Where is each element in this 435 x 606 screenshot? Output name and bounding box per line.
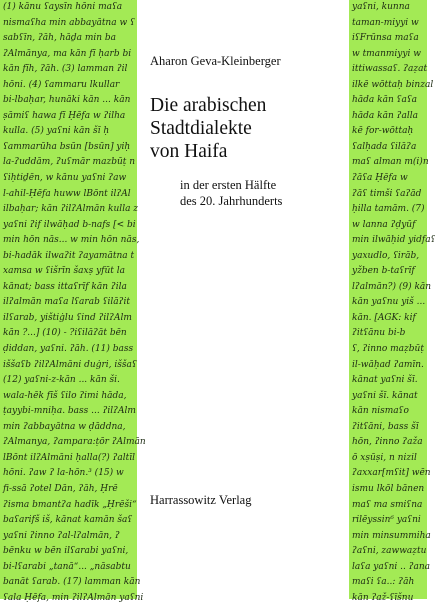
transcription-line: laʕa yaʕni .. ʔana bbox=[352, 561, 431, 572]
transcription-line: yaʕni ʔif ilwāḥad b-nafs [< bi bbox=[3, 219, 136, 230]
transcription-line: kān ?...] (10) - ?iʕilāʔāt bēn bbox=[3, 328, 127, 339]
transcription-line: maʕ ma smiʕna bbox=[352, 499, 423, 510]
transcription-line: wala-hēk fīš ʕilo ʔimi hāda, bbox=[3, 390, 127, 401]
transcription-line: ʕ, ʔinno maẓbūṭ bbox=[352, 344, 424, 355]
transcription-line: la-ʔuddām, ʔuʕmār mazbūṭ n bbox=[3, 157, 136, 168]
transcription-line: ilkē wōttaḥ binzal bbox=[352, 79, 434, 90]
transcription-line: ilʕarab, yištiġlu ʕind ʔilʔAlm bbox=[3, 312, 132, 323]
transcription-line: ḥilla tamām. (7) bbox=[352, 204, 425, 215]
transcription-line: ʔitʕānu bi-b bbox=[352, 328, 406, 339]
transcription-line: iššaʕb ʔilʔAlmāni duġri, iššaʕ bbox=[3, 359, 137, 370]
transcription-line: maʕi ʕa..: ʔāh bbox=[352, 577, 415, 588]
title-line-3: von Haifa bbox=[150, 141, 228, 162]
transcription-line: kān yaʕnu yiš ... bbox=[352, 297, 426, 308]
left-text-strip bbox=[0, 0, 146, 603]
transcription-line: ʔaxxar[mʕit] wēn bbox=[352, 468, 431, 479]
transcription-line: kān. [AGK: kif bbox=[352, 312, 416, 323]
subtitle-line-2: des 20. Jahrhunderts bbox=[180, 194, 283, 208]
transcription-line: ṣāmiʕ hawa fī Ḥēfa w ʔilha bbox=[3, 110, 126, 121]
transcription-line: ḍiddan, yaʕni. ʔāh. (11) bass bbox=[3, 344, 134, 355]
transcription-line: kānat; bass ittaʕrīf kān ʔila bbox=[3, 281, 127, 292]
transcription-line: ilʔalmān maʕa lʕarab ʕilāʔit bbox=[3, 297, 130, 308]
transcription-line: baʕarifš iš, kānat kamān šaʕ bbox=[3, 515, 133, 526]
transcription-line: ō xṣūṣi, n nizil bbox=[352, 452, 417, 463]
book-title bbox=[150, 94, 345, 163]
transcription-line: yaʕni ʔinno ʔal-lʔalmān, ʔ bbox=[3, 530, 120, 541]
title-line-2: Stadtdialekte bbox=[150, 118, 252, 139]
transcription-line: (12) yaʕni-z-kān ... kān ši. bbox=[3, 375, 120, 386]
transcription-line: ʔAlmanya, ʔampara:ṭōr ʔAlmān bbox=[3, 437, 146, 448]
transcription-line: kānat yaʕni šī. bbox=[352, 375, 418, 386]
right-text-strip bbox=[349, 0, 435, 603]
subtitle-line-1: in der ersten Hälfte bbox=[180, 178, 277, 192]
transcription-line: banāt ʕarab. (17) lamman kān bbox=[3, 577, 141, 588]
transcription-line: hōni. ʔaw ʔ la-hōn.³ (15) w bbox=[3, 468, 124, 479]
transcription-line: maʕ alman m(i)n bbox=[352, 157, 429, 168]
transcription-line: ʔaʕni, zawwaẓtu bbox=[352, 546, 427, 557]
transcription-line: hāda kān ʔalla bbox=[352, 110, 418, 121]
transcription-line: ʕiḥtiḏēn, w kānu yaʕni ʔaw bbox=[3, 173, 127, 184]
transcription-line: taman-miyyi w bbox=[352, 17, 419, 28]
book-subtitle bbox=[180, 177, 345, 209]
transcription-line: w tmanmiyyi w bbox=[352, 48, 421, 59]
transcription-line: ʔāʕ timši ʕaʔād bbox=[352, 188, 422, 199]
transcription-line: w lanna ʔḍyūf bbox=[352, 219, 416, 230]
transcription-line: hōni. (4) ʕammaru lkullar bbox=[3, 79, 120, 90]
publisher-name: Harrassowitz Verlag bbox=[150, 493, 252, 507]
transcription-line: bi-hadāk ilwaʔit ʔayamātna t bbox=[3, 250, 135, 261]
author-name: Aharon Geva-Kleinberger bbox=[150, 54, 281, 68]
transcription-line: yaʕni šī. kānat bbox=[352, 390, 418, 401]
transcription-line: ilbaḥar; kān ʔilʔAlmān kulla z bbox=[3, 204, 139, 215]
transcription-line: yaʕni, kunna bbox=[352, 2, 410, 12]
transcription-line: ʔāʕa Ḥēfa w bbox=[352, 173, 408, 184]
transcription-line: hāda kān ʕaʕa bbox=[352, 95, 418, 106]
transcription-line: min hōn nās... w min hōn nās, bbox=[3, 235, 140, 246]
transcription-line: bi-lʕarabi „tanā“... „nāsabtu bbox=[3, 561, 131, 572]
transcription-line: ittiwassaʕ. ʔaẓat bbox=[352, 64, 428, 75]
transcription-line: sabʕīn, ʔāh, hāḏa min ba bbox=[3, 33, 117, 44]
transcription-line: min ilwāḥid yidfaʕ bbox=[352, 235, 435, 246]
transcription-line: hōn, ʔinno ʔaža bbox=[352, 437, 423, 448]
transcription-line: (1) kānu ʕaysīn hōni maʕa bbox=[3, 2, 123, 12]
transcription-line: l-ahil-Ḥēfa huww lBōnt ilʔAl bbox=[3, 188, 131, 199]
transcription-line: min ʔabbayātna w ḍāddna, bbox=[3, 421, 126, 432]
transcription-line: yaxudlo, ʕirāb, bbox=[352, 250, 420, 261]
transcription-line: yžben b-taʕrīf bbox=[352, 266, 415, 277]
transcription-line: ʔAlmānya, ma kān fī ḥarb bi bbox=[3, 48, 132, 59]
transcription-line: kē for-wōttaḥ bbox=[352, 126, 414, 137]
transcription-line: ʕalḥada ʕilāʔa bbox=[352, 141, 417, 152]
transcription-line: kān fīh, ʔāh. (3) lamman ʔil bbox=[3, 64, 128, 75]
transcription-line: bēnku w bēn ilʕarabi yaʕni, bbox=[3, 546, 129, 557]
transcription-line: il-wāḥad ʔamīn. bbox=[352, 359, 424, 370]
transcription-line: ṭayybi-mniḥa. bass ... ʔilʔAlm bbox=[3, 406, 136, 417]
transcription-line: ʔitʕāni, bass šī bbox=[352, 421, 419, 432]
transcription-line: ismu lkōl bānen bbox=[352, 483, 425, 494]
transcription-line: kulla. (5) yaʕni kān šī ḥ bbox=[3, 126, 110, 137]
transcription-line: rilēyssin⁶ yaʕni bbox=[352, 515, 421, 526]
transcription-line: nismaʕha min abbayātna w ʕ bbox=[3, 17, 135, 28]
transcription-line: kān ʔaž-ʕīšnu bbox=[352, 592, 414, 603]
transcription-line: min minsummiha bbox=[352, 530, 431, 541]
transcription-line: ʕala Ḥēfa, min ʔilʔAlmān yaʕni bbox=[3, 592, 144, 603]
transcription-line: bi-lbaḥar, hunāki kān ... kān bbox=[3, 95, 131, 106]
title-line-1: Die arabischen bbox=[150, 95, 267, 116]
transcription-line: ʔisma bmantʔa hadīk „Ḥrēši“ bbox=[3, 499, 137, 510]
transcription-line: iʕFrūnsa maʕa bbox=[352, 33, 419, 44]
transcription-line: lBōnt ilʔAlmāni ḥalla(?) ʔaltīl bbox=[3, 452, 136, 463]
transcription-line: ʕammarūha bsūn [bsūn] yiḥ bbox=[3, 141, 131, 152]
transcription-line: lʔalmān?) (9) kān bbox=[352, 281, 432, 292]
transcription-line: fi-ssā ʔotel Dān, ʔāh, Ḥrē bbox=[3, 483, 118, 494]
transcription-line: xamsa w ʕišrīn šaxṣ yfūt la bbox=[3, 266, 126, 277]
transcription-line: kān nismaʕo bbox=[352, 406, 409, 417]
